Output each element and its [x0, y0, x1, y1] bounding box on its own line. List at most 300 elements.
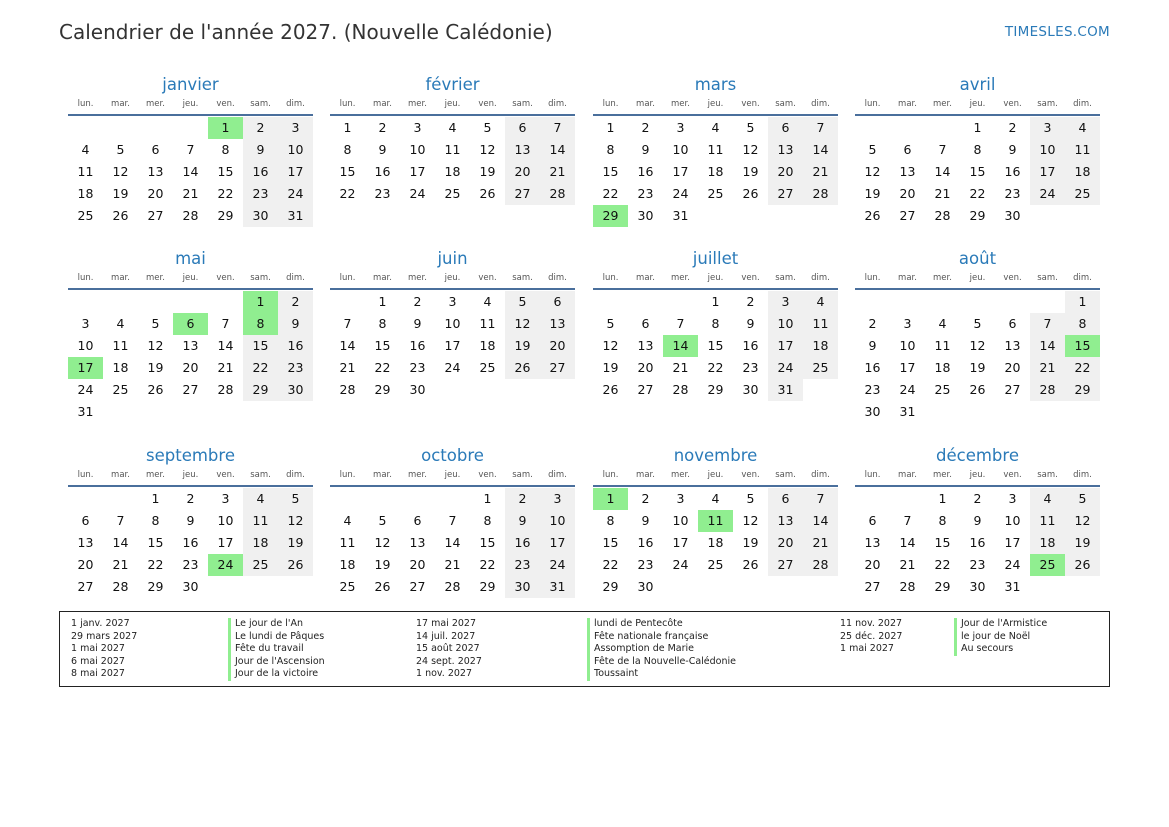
- weekday-label: mer.: [671, 273, 690, 283]
- day-cell: 13: [182, 338, 199, 353]
- day-cell: 30: [742, 382, 759, 397]
- day-cell: 22: [1065, 357, 1100, 379]
- empty-cell: [628, 291, 663, 313]
- day-cell: 22: [707, 360, 724, 375]
- header-rule: [330, 114, 575, 116]
- empty-cell: [208, 576, 243, 598]
- empty-cell: [243, 576, 278, 598]
- day-cell: 26: [1065, 554, 1100, 576]
- day-cell: 30: [505, 576, 540, 598]
- day-cell: 1: [938, 491, 947, 506]
- header-rule: [855, 114, 1100, 116]
- day-cell: 23: [243, 183, 278, 205]
- days-grid: [68, 291, 313, 423]
- empty-cell: [208, 291, 243, 313]
- day-cell: 14: [899, 535, 916, 550]
- empty-cell: [995, 401, 1030, 423]
- weekday-label: sam.: [775, 273, 796, 283]
- day-cell: 14: [182, 164, 199, 179]
- holiday-legend: [59, 611, 1110, 687]
- day-cell: 11: [339, 535, 356, 550]
- day-cell: 2: [641, 120, 650, 135]
- day-cell: 27: [637, 382, 654, 397]
- empty-cell: [855, 291, 890, 313]
- day-cell: 8: [378, 316, 387, 331]
- day-cell: 30: [1004, 208, 1021, 223]
- empty-cell: [330, 488, 365, 510]
- empty-cell: [733, 205, 768, 227]
- day-cell: 15: [147, 535, 164, 550]
- day-cell: 23: [637, 186, 654, 201]
- weekday-header: [330, 97, 575, 111]
- empty-cell: [803, 379, 838, 401]
- day-cell: 4: [116, 316, 125, 331]
- day-cell: 3: [413, 120, 422, 135]
- day-cell: 25: [243, 554, 278, 576]
- month-block: [330, 444, 575, 598]
- days-grid: [593, 291, 838, 401]
- day-cell: 5: [746, 120, 755, 135]
- day-cell: 14: [444, 535, 461, 550]
- weekday-label: mer.: [146, 99, 165, 109]
- day-cell: 19: [1065, 532, 1100, 554]
- day-cell: 23: [505, 554, 540, 576]
- day-cell: 14: [339, 338, 356, 353]
- day-cell: 1: [378, 294, 387, 309]
- day-cell: 3: [1008, 491, 1017, 506]
- empty-cell: [68, 291, 103, 313]
- day-cell: 12: [742, 513, 759, 528]
- empty-cell: [1065, 205, 1100, 227]
- day-cell: 25: [707, 557, 724, 572]
- day-cell: 28: [444, 579, 461, 594]
- header-rule: [855, 288, 1100, 290]
- weekday-label: ven.: [478, 273, 497, 283]
- day-cell: 26: [602, 382, 619, 397]
- day-cell: 15: [339, 164, 356, 179]
- brand-link[interactable]: TIMESLES.COM: [1004, 24, 1110, 40]
- day-cell: 18: [243, 532, 278, 554]
- day-cell: 24: [1004, 557, 1021, 572]
- weekday-label: jeu.: [182, 273, 199, 283]
- day-cell: 24: [768, 357, 803, 379]
- day-cell: 8: [221, 142, 230, 157]
- day-cell: 25: [934, 382, 951, 397]
- day-cell: 11: [1065, 139, 1100, 161]
- day-cell: 14: [1030, 335, 1065, 357]
- day-cell: 16: [182, 535, 199, 550]
- day-cell: 30: [864, 404, 881, 419]
- day-cell: 9: [378, 142, 387, 157]
- weekday-label: mar.: [373, 273, 392, 283]
- weekday-label: mer.: [933, 99, 952, 109]
- day-cell: 26: [374, 579, 391, 594]
- days-grid: [330, 117, 575, 205]
- weekday-label: mar.: [636, 99, 655, 109]
- day-cell: 22: [147, 557, 164, 572]
- weekday-label: dim.: [1073, 99, 1092, 109]
- weekday-header: [855, 97, 1100, 111]
- day-cell: 10: [540, 510, 575, 532]
- weekday-label: sam.: [512, 470, 533, 480]
- weekday-label: jeu.: [444, 273, 461, 283]
- day-cell: 10: [217, 513, 234, 528]
- empty-cell: [103, 117, 138, 139]
- day-cell: 27: [77, 579, 94, 594]
- weekday-label: mar.: [898, 470, 917, 480]
- day-cell: 30: [278, 379, 313, 401]
- day-cell: 9: [973, 513, 982, 528]
- weekday-header: [330, 468, 575, 482]
- day-cell: 3: [278, 117, 313, 139]
- empty-cell: [768, 205, 803, 227]
- day-cell: 3: [768, 291, 803, 313]
- day-cell: 6: [768, 117, 803, 139]
- legend-names-col3: [954, 618, 1047, 656]
- day-cell: 17: [1004, 535, 1021, 550]
- day-cell: 7: [186, 142, 195, 157]
- legend-holiday-name: lundi de Pentecôte: [587, 618, 736, 631]
- empty-cell: [733, 576, 768, 598]
- day-cell: 12: [278, 510, 313, 532]
- empty-cell: [1030, 291, 1065, 313]
- weekday-label: jeu.: [969, 470, 986, 480]
- month-name: octobre: [421, 446, 484, 465]
- day-cell: 13: [768, 510, 803, 532]
- day-cell: 1: [343, 120, 352, 135]
- day-cell: 5: [278, 488, 313, 510]
- day-cell: 28: [339, 382, 356, 397]
- legend-holiday-name: Fête nationale française: [587, 631, 736, 644]
- day-cell: 15: [934, 535, 951, 550]
- day-cell: 24: [77, 382, 94, 397]
- day-cell: 6: [413, 513, 422, 528]
- empty-cell: [768, 576, 803, 598]
- day-cell: 24: [540, 554, 575, 576]
- day-cell: 6: [868, 513, 877, 528]
- day-cell: 22: [217, 186, 234, 201]
- weekday-label: sam.: [775, 470, 796, 480]
- empty-cell: [1030, 576, 1065, 598]
- day-cell: 17: [217, 535, 234, 550]
- empty-cell: [540, 379, 575, 401]
- day-cell: 7: [803, 117, 838, 139]
- weekday-label: dim.: [286, 470, 305, 480]
- day-cell: 16: [637, 164, 654, 179]
- day-cell: 11: [479, 316, 496, 331]
- month-name: février: [425, 75, 480, 94]
- day-cell: 26: [479, 186, 496, 201]
- weekday-header: [68, 97, 313, 111]
- weekday-label: ven.: [216, 273, 235, 283]
- day-cell: 4: [1030, 488, 1065, 510]
- weekday-label: ven.: [741, 273, 760, 283]
- day-cell: 23: [278, 357, 313, 379]
- day-cell: 4: [448, 120, 457, 135]
- day-cell: 26: [147, 382, 164, 397]
- day-cell: 1: [606, 120, 615, 135]
- empty-cell: [890, 488, 925, 510]
- day-cell: 13: [768, 139, 803, 161]
- month-name: mai: [175, 249, 206, 268]
- day-cell: 6: [641, 316, 650, 331]
- empty-cell: [138, 117, 173, 139]
- legend-holiday-name: Fête de la Nouvelle-Calédonie: [587, 656, 736, 669]
- day-cell: 4: [711, 120, 720, 135]
- legend-date: 15 août 2027: [416, 643, 480, 654]
- day-cell: 29: [243, 379, 278, 401]
- weekday-label: dim.: [811, 273, 830, 283]
- month-block: [593, 247, 838, 401]
- weekday-header: [68, 468, 313, 482]
- day-cell: 27: [768, 183, 803, 205]
- legend-holiday-name: le jour de Noël: [954, 631, 1047, 644]
- day-cell: 9: [505, 510, 540, 532]
- weekday-label: mar.: [111, 99, 130, 109]
- weekday-label: sam.: [775, 99, 796, 109]
- day-cell: 12: [602, 338, 619, 353]
- day-cell: 11: [112, 338, 129, 353]
- month-block: [855, 73, 1100, 227]
- month-name: janvier: [162, 75, 219, 94]
- legend-names-col2: [587, 618, 736, 681]
- day-cell: 13: [505, 139, 540, 161]
- day-cell: 24: [409, 186, 426, 201]
- day-cell: 18: [112, 360, 129, 375]
- empty-cell: [278, 401, 313, 423]
- legend-dates-col2: [416, 618, 482, 681]
- days-grid: [855, 488, 1100, 598]
- day-cell: 31: [672, 208, 689, 223]
- day-cell: 14: [803, 510, 838, 532]
- day-cell: 27: [409, 579, 426, 594]
- day-cell: 28: [1030, 379, 1065, 401]
- day-cell: 18: [1030, 532, 1065, 554]
- day-cell: 12: [1065, 510, 1100, 532]
- weekday-header: [593, 468, 838, 482]
- day-cell: 17: [68, 357, 103, 379]
- day-cell: 9: [243, 139, 278, 161]
- day-cell: 22: [969, 186, 986, 201]
- day-cell: 2: [186, 491, 195, 506]
- legend-holiday-name: Le jour de l'An: [228, 618, 325, 631]
- day-cell: 4: [711, 491, 720, 506]
- weekday-label: dim.: [1073, 273, 1092, 283]
- day-cell: 16: [1004, 164, 1021, 179]
- empty-cell: [855, 488, 890, 510]
- weekday-label: sam.: [512, 273, 533, 283]
- day-cell: 11: [243, 510, 278, 532]
- day-cell: 25: [707, 186, 724, 201]
- day-cell: 21: [934, 186, 951, 201]
- day-cell: 8: [151, 513, 160, 528]
- month-name: décembre: [936, 446, 1019, 465]
- day-cell: 20: [1004, 360, 1021, 375]
- day-cell: 12: [374, 535, 391, 550]
- day-cell: 15: [217, 164, 234, 179]
- weekday-label: ven.: [478, 470, 497, 480]
- day-cell: 31: [1004, 579, 1021, 594]
- weekday-label: jeu.: [444, 470, 461, 480]
- day-cell: 9: [641, 142, 650, 157]
- day-cell: 15: [243, 335, 278, 357]
- weekday-header: [330, 271, 575, 285]
- day-cell: 7: [116, 513, 125, 528]
- day-cell: 17: [1030, 161, 1065, 183]
- empty-cell: [208, 401, 243, 423]
- day-cell: 6: [903, 142, 912, 157]
- day-cell: 18: [707, 535, 724, 550]
- day-cell: 26: [742, 557, 759, 572]
- empty-cell: [663, 291, 698, 313]
- month-name: novembre: [673, 446, 758, 465]
- day-cell: 25: [1065, 183, 1100, 205]
- day-cell: 8: [483, 513, 492, 528]
- weekday-header: [68, 271, 313, 285]
- day-cell: 21: [112, 557, 129, 572]
- weekday-label: lun.: [864, 99, 881, 109]
- day-cell: 27: [540, 357, 575, 379]
- day-cell: 18: [707, 164, 724, 179]
- weekday-label: ven.: [216, 99, 235, 109]
- day-cell: 22: [374, 360, 391, 375]
- day-cell: 24: [278, 183, 313, 205]
- day-cell: 23: [409, 360, 426, 375]
- day-cell: 19: [278, 532, 313, 554]
- weekday-header: [855, 468, 1100, 482]
- day-cell: 13: [864, 535, 881, 550]
- days-grid: [330, 488, 575, 598]
- day-cell: 22: [934, 557, 951, 572]
- day-cell: 10: [1030, 139, 1065, 161]
- day-cell: 27: [505, 183, 540, 205]
- day-cell: 14: [934, 164, 951, 179]
- header-rule: [330, 288, 575, 290]
- day-cell: 3: [81, 316, 90, 331]
- day-cell: 23: [864, 382, 881, 397]
- day-cell: 22: [243, 357, 278, 379]
- day-cell: 18: [479, 338, 496, 353]
- day-cell: 19: [969, 360, 986, 375]
- day-cell: 24: [1030, 183, 1065, 205]
- day-cell: 5: [483, 120, 492, 135]
- weekday-label: mer.: [146, 273, 165, 283]
- day-cell: 12: [742, 142, 759, 157]
- weekday-header: [855, 271, 1100, 285]
- day-cell: 21: [339, 360, 356, 375]
- month-block: [855, 247, 1100, 423]
- day-cell: 17: [768, 335, 803, 357]
- day-cell: 27: [182, 382, 199, 397]
- legend-holiday-name: Jour de l'Armistice: [954, 618, 1047, 631]
- day-cell: 4: [1065, 117, 1100, 139]
- empty-cell: [855, 117, 890, 139]
- day-cell: 9: [413, 316, 422, 331]
- day-cell: 2: [973, 491, 982, 506]
- weekday-header: [593, 271, 838, 285]
- day-cell: 29: [593, 205, 628, 227]
- empty-cell: [890, 117, 925, 139]
- day-cell: 20: [768, 532, 803, 554]
- day-cell: 13: [147, 164, 164, 179]
- legend-date: 17 mai 2027: [416, 618, 477, 629]
- weekday-label: mer.: [408, 470, 427, 480]
- day-cell: 30: [969, 579, 986, 594]
- weekday-label: ven.: [1003, 99, 1022, 109]
- weekday-label: mar.: [373, 99, 392, 109]
- day-cell: 7: [676, 316, 685, 331]
- legend-date: 1 janv. 2027: [71, 618, 130, 629]
- day-cell: 8: [243, 313, 278, 335]
- day-cell: 1: [711, 294, 720, 309]
- day-cell: 3: [540, 488, 575, 510]
- month-block: [68, 247, 313, 423]
- day-cell: 13: [637, 338, 654, 353]
- day-cell: 21: [217, 360, 234, 375]
- day-cell: 2: [278, 291, 313, 313]
- day-cell: 28: [934, 208, 951, 223]
- day-cell: 19: [479, 164, 496, 179]
- day-cell: 26: [112, 208, 129, 223]
- weekday-label: sam.: [1037, 470, 1058, 480]
- month-block: [593, 444, 838, 598]
- day-cell: 21: [672, 360, 689, 375]
- day-cell: 24: [208, 554, 243, 576]
- day-cell: 20: [637, 360, 654, 375]
- empty-cell: [925, 401, 960, 423]
- day-cell: 20: [182, 360, 199, 375]
- weekday-label: jeu.: [969, 273, 986, 283]
- day-cell: 5: [116, 142, 125, 157]
- day-cell: 15: [602, 164, 619, 179]
- day-cell: 16: [243, 161, 278, 183]
- weekday-label: jeu.: [707, 470, 724, 480]
- day-cell: 28: [803, 183, 838, 205]
- day-cell: 11: [934, 338, 951, 353]
- weekday-label: lun.: [77, 273, 94, 283]
- legend-dates-col3: [840, 618, 902, 656]
- day-cell: 31: [278, 205, 313, 227]
- day-cell: 15: [479, 535, 496, 550]
- day-cell: 24: [672, 557, 689, 572]
- day-cell: 16: [409, 338, 426, 353]
- weekday-label: ven.: [1003, 273, 1022, 283]
- day-cell: 30: [182, 579, 199, 594]
- day-cell: 20: [409, 557, 426, 572]
- day-cell: 6: [540, 291, 575, 313]
- day-cell: 7: [803, 488, 838, 510]
- month-name: septembre: [146, 446, 235, 465]
- day-cell: 31: [540, 576, 575, 598]
- empty-cell: [470, 379, 505, 401]
- days-grid: [330, 291, 575, 401]
- day-cell: 27: [899, 208, 916, 223]
- weekday-label: jeu.: [182, 99, 199, 109]
- day-cell: 28: [803, 554, 838, 576]
- day-cell: 29: [479, 579, 496, 594]
- weekday-label: lun.: [864, 273, 881, 283]
- day-cell: 24: [444, 360, 461, 375]
- day-cell: 5: [868, 142, 877, 157]
- day-cell: 10: [672, 513, 689, 528]
- day-cell: 11: [803, 313, 838, 335]
- day-cell: 7: [1030, 313, 1065, 335]
- weekday-label: lun.: [602, 99, 619, 109]
- day-cell: 26: [864, 208, 881, 223]
- empty-cell: [103, 401, 138, 423]
- day-cell: 9: [186, 513, 195, 528]
- weekday-label: mar.: [111, 470, 130, 480]
